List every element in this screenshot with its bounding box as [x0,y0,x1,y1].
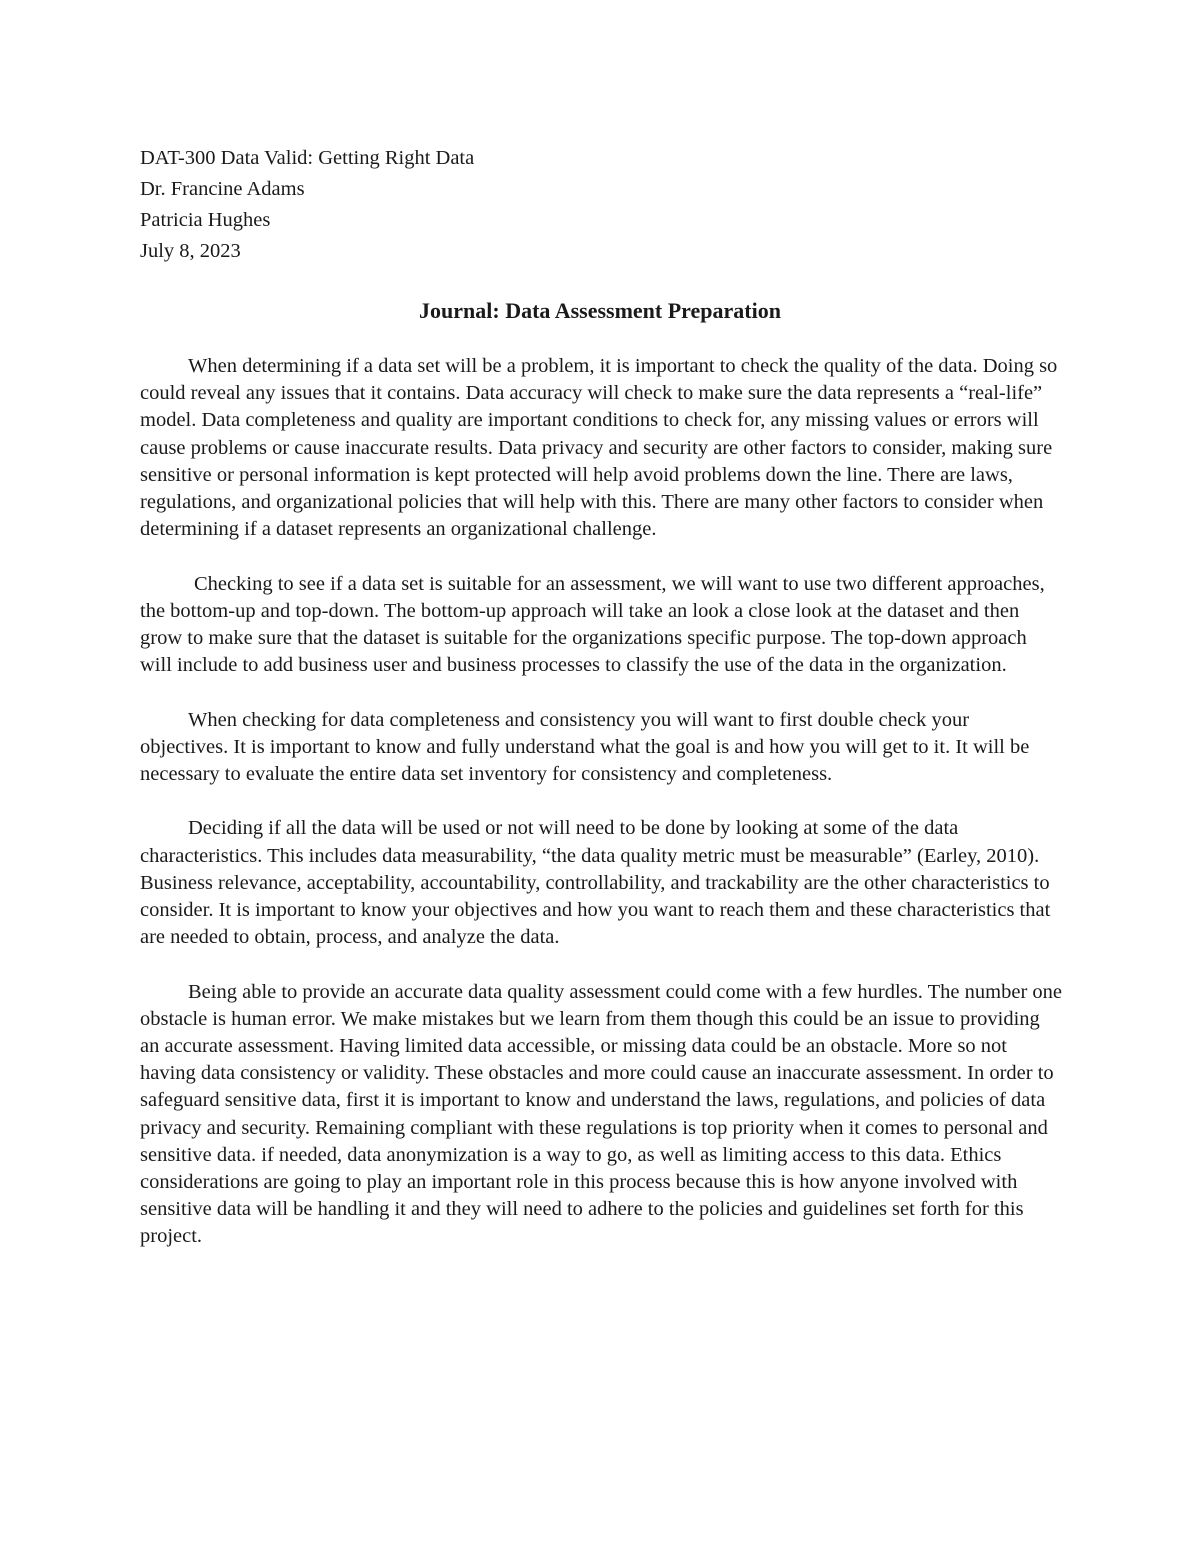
document-title: Journal: Data Assessment Preparation [419,298,781,323]
paragraph-5: Being able to provide an accurate data quality assessment could come with a few hurdles. The number one obstacle is human error. We make mistakes but we learn from them though this could be an issue to providing an accurate assessment. Having limited data accessible, or missing data could be an obstacle. More so not having data consistency or validity. These obstacles and more could cause an inaccurate assessment. In order to safeguard sensitive data, first it is important to know and understand the laws, regulations, and policies of data privacy and security. Remaining compliant with these regulations is top priority when it comes to personal and sensitive data. if needed, data anonymization is a way to go, as well as limiting access to this data. Ethics considerations are going to play an important role in this process because this is how anyone involved with sensitive data will be handling it and they will need to adhere to the policies and guidelines set forth for this project. [140,980,1063,1248]
paragraph-2: Checking to see if a data set is suitable for an assessment, we will want to use two different approaches, the bottom-up and top-down. The bottom-up approach will take an look a close look at the dataset and then grow to make sure that the dataset is suitable for the organizations specific purpose. The top-down approach will include to add business user and business processes to classify the use of the data in the organization. [140,572,1045,677]
date-line: July 8, 2023 [140,240,241,262]
instructor-line: Dr. Francine Adams [140,178,305,200]
course-line: DAT-300 Data Valid: Getting Right Data [140,147,475,169]
paragraph-4: Deciding if all the data will be used or not will need to be done by looking at some of the data characteristics. This includes data measurability, “the data quality metric must be measurable” (Earley, 2010). Business relevance, acceptability, accountability, controllability, and trackability are the other characteristics to consider. It is important to know your objectives and how you want to reach them and these characteristics that are needed to obtain, process, and analyze the data. [140,817,1051,949]
document-header [140,143,1060,267]
author-line: Patricia Hughes [140,209,271,231]
document-body [140,353,1062,1278]
paragraph-1: When determining if a data set will be a problem, it is important to check the quality of the data. Doing so could reveal any issues that it contains. Data accuracy will check to make sure the data represents a “real-life” model. Data completeness and quality are important conditions to check for, any missing values or errors will cause problems or cause inaccurate results. Data privacy and security are other factors to consider, making sure sensitive or personal information is kept protected will help avoid problems down the line. There are laws, regulations, and organizational policies that will help with this. There are many other factors to consider when determining if a dataset represents an organizational challenge. [140,355,1058,541]
paragraph-3: When checking for data completeness and consistency you will want to first double check your objectives. It is important to know and fully understand what the goal is and how you will get to it. It will be necessary to evaluate the entire data set inventory for consistency and completeness. [140,708,1030,786]
